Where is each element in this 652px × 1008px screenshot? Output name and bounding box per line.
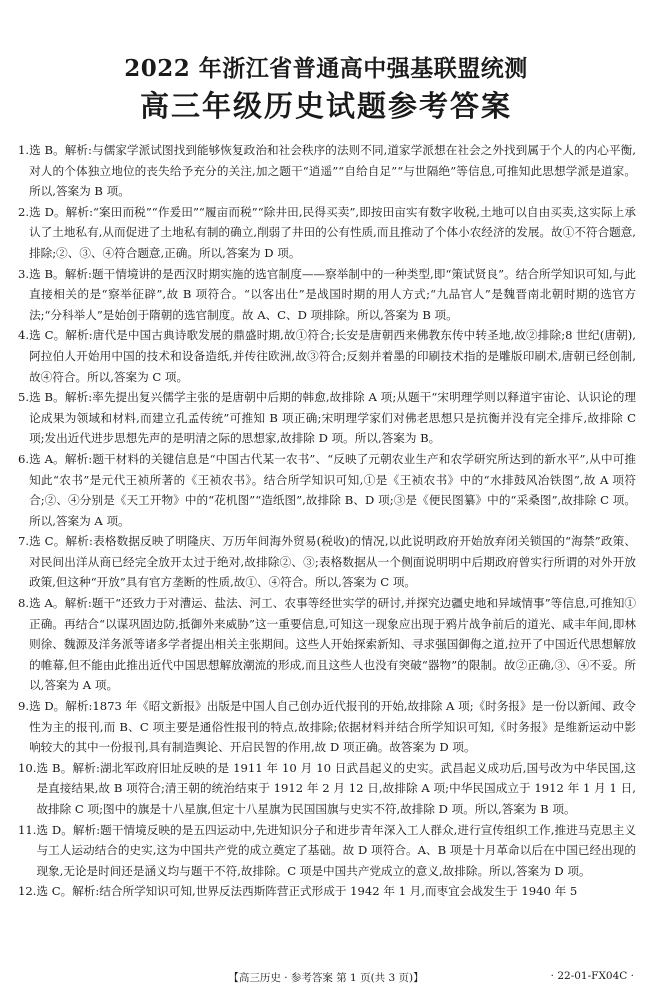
page-title: 高三年级历史试题参考答案 (139, 89, 512, 123)
answer-number: 12. (18, 884, 37, 899)
answer-number: 10. (18, 760, 37, 775)
answer-item-8 (18, 593, 636, 696)
answer-text: 选 B。解析:题干情境讲的是西汉时期实施的选官制度——察举制中的一种类型,即“策试贤良”。结合所学知识可知,与此直接相关的是“察举征辟”,故 B 项符合。“以客出仕”是战国时期的用人方式;“九品官人”是魏晋南北朝时期的选官方法;“分科举人”是始创于隋朝的选官制度。故 A、C、D 项排除。所以,答案为 B 项。 (29, 266, 636, 322)
answer-text: 选 C。解析:表格数据反映了明隆庆、万历年间海外贸易(税收)的情况,以此说明政府开始放弃闭关锁国的“海禁”政策、对民间出洋从商已经完全放开太过于绝对,故排除②、③;表格数据从一个侧面说明明中后期政府曾实行所谓的对外开放政策,但这种“开放”具有官方垄断的性质,故①、④符合。所以,答案为 C 项。 (29, 534, 636, 590)
answer-item-3 (18, 264, 636, 326)
answer-text: 选 C。解析:结合所学知识可知,世界反法西斯阵营正式形成于 1942 年 1 月,而枣宜会战发生于 1940 年 5 (36, 884, 578, 899)
answer-item-4 (18, 325, 636, 387)
answer-item-6 (18, 449, 636, 531)
answer-item-11 (18, 820, 636, 882)
answer-text: 选 C。解析:唐代是中国古典诗歌发展的鼎盛时期,故①符合;长安是唐朝西来佛教东传中转圣地,故②排除;8 世纪(唐朝),阿拉伯人开始用中国的技术和设备造纸,并传往欧洲,故③符合;反刻并着墨的印刷技术指的是雕版印刷术,唐朝已经创制,故④符合。所以,答案为 C 项。 (29, 328, 636, 384)
answer-number: 5. (18, 390, 30, 405)
answer-number: 8. (18, 596, 30, 611)
answer-item-9 (18, 696, 636, 758)
answer-item-7 (18, 531, 636, 593)
answer-item-10 (18, 758, 636, 820)
answer-text: 选 A。解析:题干“还致力于对漕运、盐法、河工、农事等经世实学的研讨,并探究边疆史地和异域情事”等信息,可推知①正确。再结合“以谋巩固边防,抵御外来威胁”这一重要信息,可知这一现象应出现于鸦片战争前后的道光、咸丰年间,即林则徐、魏源及洋务派等诸多学者提出相关主张期间。这些人开始探索新知、寻求强国御侮之道,拉开了中国近代思想解放的帷幕,但不能由此推出近代中国思想解放潮流的形成,而且这些人也没有突破“器物”的限制。故②正确,③、④不妥。所以,答案为 A 项。 (29, 596, 636, 693)
answer-text: 选 A。解析:题干材料的关键信息是“中国古代某一农书”、“反映了元朝农业生产和农学研究所达到的新水平”,从中可推知此“农书”是元代王祯所著的《王祯农书》。结合所学知识可知,①是《王祯农书》中的“水排鼓风冶铁图”,故 A 项符合;②、④分别是《天工开物》中的“花机图”“造纸图”,故排除 B、D 项;③是《便民图纂》中的“采桑图”,故排除 C 项。所以,答案为 A 项。 (29, 451, 636, 528)
answer-number: 3. (18, 266, 30, 281)
answer-item-1 (18, 140, 636, 202)
answer-text: 选 B。解析:湖北军政府旧址反映的是 1911 年 10 月 10 日武昌起义的史实。武昌起义成功后,国号改为中华民国,这是直接结果,故 B 项符合;清王朝的统治结束于 1912 年 2 月 12 日,故排除 A 项;中华民国成立于 1912 年 1 月 1 日,故排除 C 项;图中的旗是十八星旗,但定十八星旗为民国国旗与史实不符,故排除 D 项。所以,答案为 B 项。 (36, 760, 636, 816)
answer-text: 选 D。解析:“案田而税”“作爰田”“履亩而税”“除井田,民得买卖”,即按田亩实有数字收税,土地可以自由买卖,这实际上承认了土地私有,从而促进了土地私有制的确立,削弱了井田的公有性质,而且推动了个体小农经济的发展。故①不符合题意,排除;②、③、④符合题意,正确。所以,答案为 D 项。 (29, 204, 636, 260)
answer-number: 4. (18, 328, 30, 343)
footer-page-info: 【高三历史 · 参考答案 第 1 页(共 3 页)】 (228, 972, 424, 984)
answer-number: 11. (18, 822, 37, 837)
answer-text: 选 B。解析:率先提出复兴儒学主张的是唐朝中后期的韩愈,故排除 A 项;从题干“宋明理学则以释道宇宙论、认识论的理论成果为领域和材料,而建立孔孟传统”可推知 B 项正确;宋明理学家们对佛老思想只是抗衡并没有完全排斥,故排除 C 项;发出近代进步思想先声的是明清之际的思想家,故排除 D 项。所以,答案为 B。 (29, 390, 636, 446)
answer-number: 6. (18, 451, 30, 466)
answer-number: 7. (18, 534, 30, 549)
answer-number: 1. (18, 143, 30, 157)
answer-list (18, 140, 636, 902)
answer-number: 9. (18, 699, 30, 714)
answer-text: 选 D。解析:题干情境反映的是五四运动中,先进知识分子和进步青年深入工人群众,进行宣传组织工作,推进马克思主义与工人运动结合的史实,这为中国共产党的成立奠定了基础。故 D 项符合。A、B 项是十月革命以后在中国已经出现的现象,无论是时间还是涵义均与题干不符,故排除。C 项是中国共产党成立的意义,故排除。所以,答案为 D 项。 (36, 822, 636, 878)
answer-item-5 (18, 387, 636, 449)
exam-title: 2022 年浙江省普通高中强基联盟统测 (124, 55, 528, 82)
answer-text: 选 D。解析:1873 年《昭文新报》出版是中国人自己创办近代报刊的开始,故排除 A 项;《时务报》是一份以新闻、政令性为主的报刊,而 B、C 项主要是通俗性报刊的特点,故排除;依据材料并结合所学知识可知,《时务报》是维新运动中影响较大的其中一份报刊,具有制造舆论、开启民智的作用,故 D 项正确。故答案为 D 项。 (29, 699, 636, 755)
answer-number: 2. (18, 204, 30, 219)
footer-doc-code: · 22-01-FX04C · (550, 970, 634, 982)
answer-item-2 (18, 202, 636, 264)
answer-text: 选 B。解析:与儒家学派试图找到能够恢复政治和社会秩序的法则不同,道家学派想在社会之外找到属于个人的内心平衡,对人的个体独立地位的丧失给予充分的关注,加之题干“逍遥”“自给自足”“与世隔绝”等信息,可推知此思想学派是道家。所以,答案为 B 项。 (29, 143, 636, 199)
answer-item-12 (18, 881, 636, 902)
